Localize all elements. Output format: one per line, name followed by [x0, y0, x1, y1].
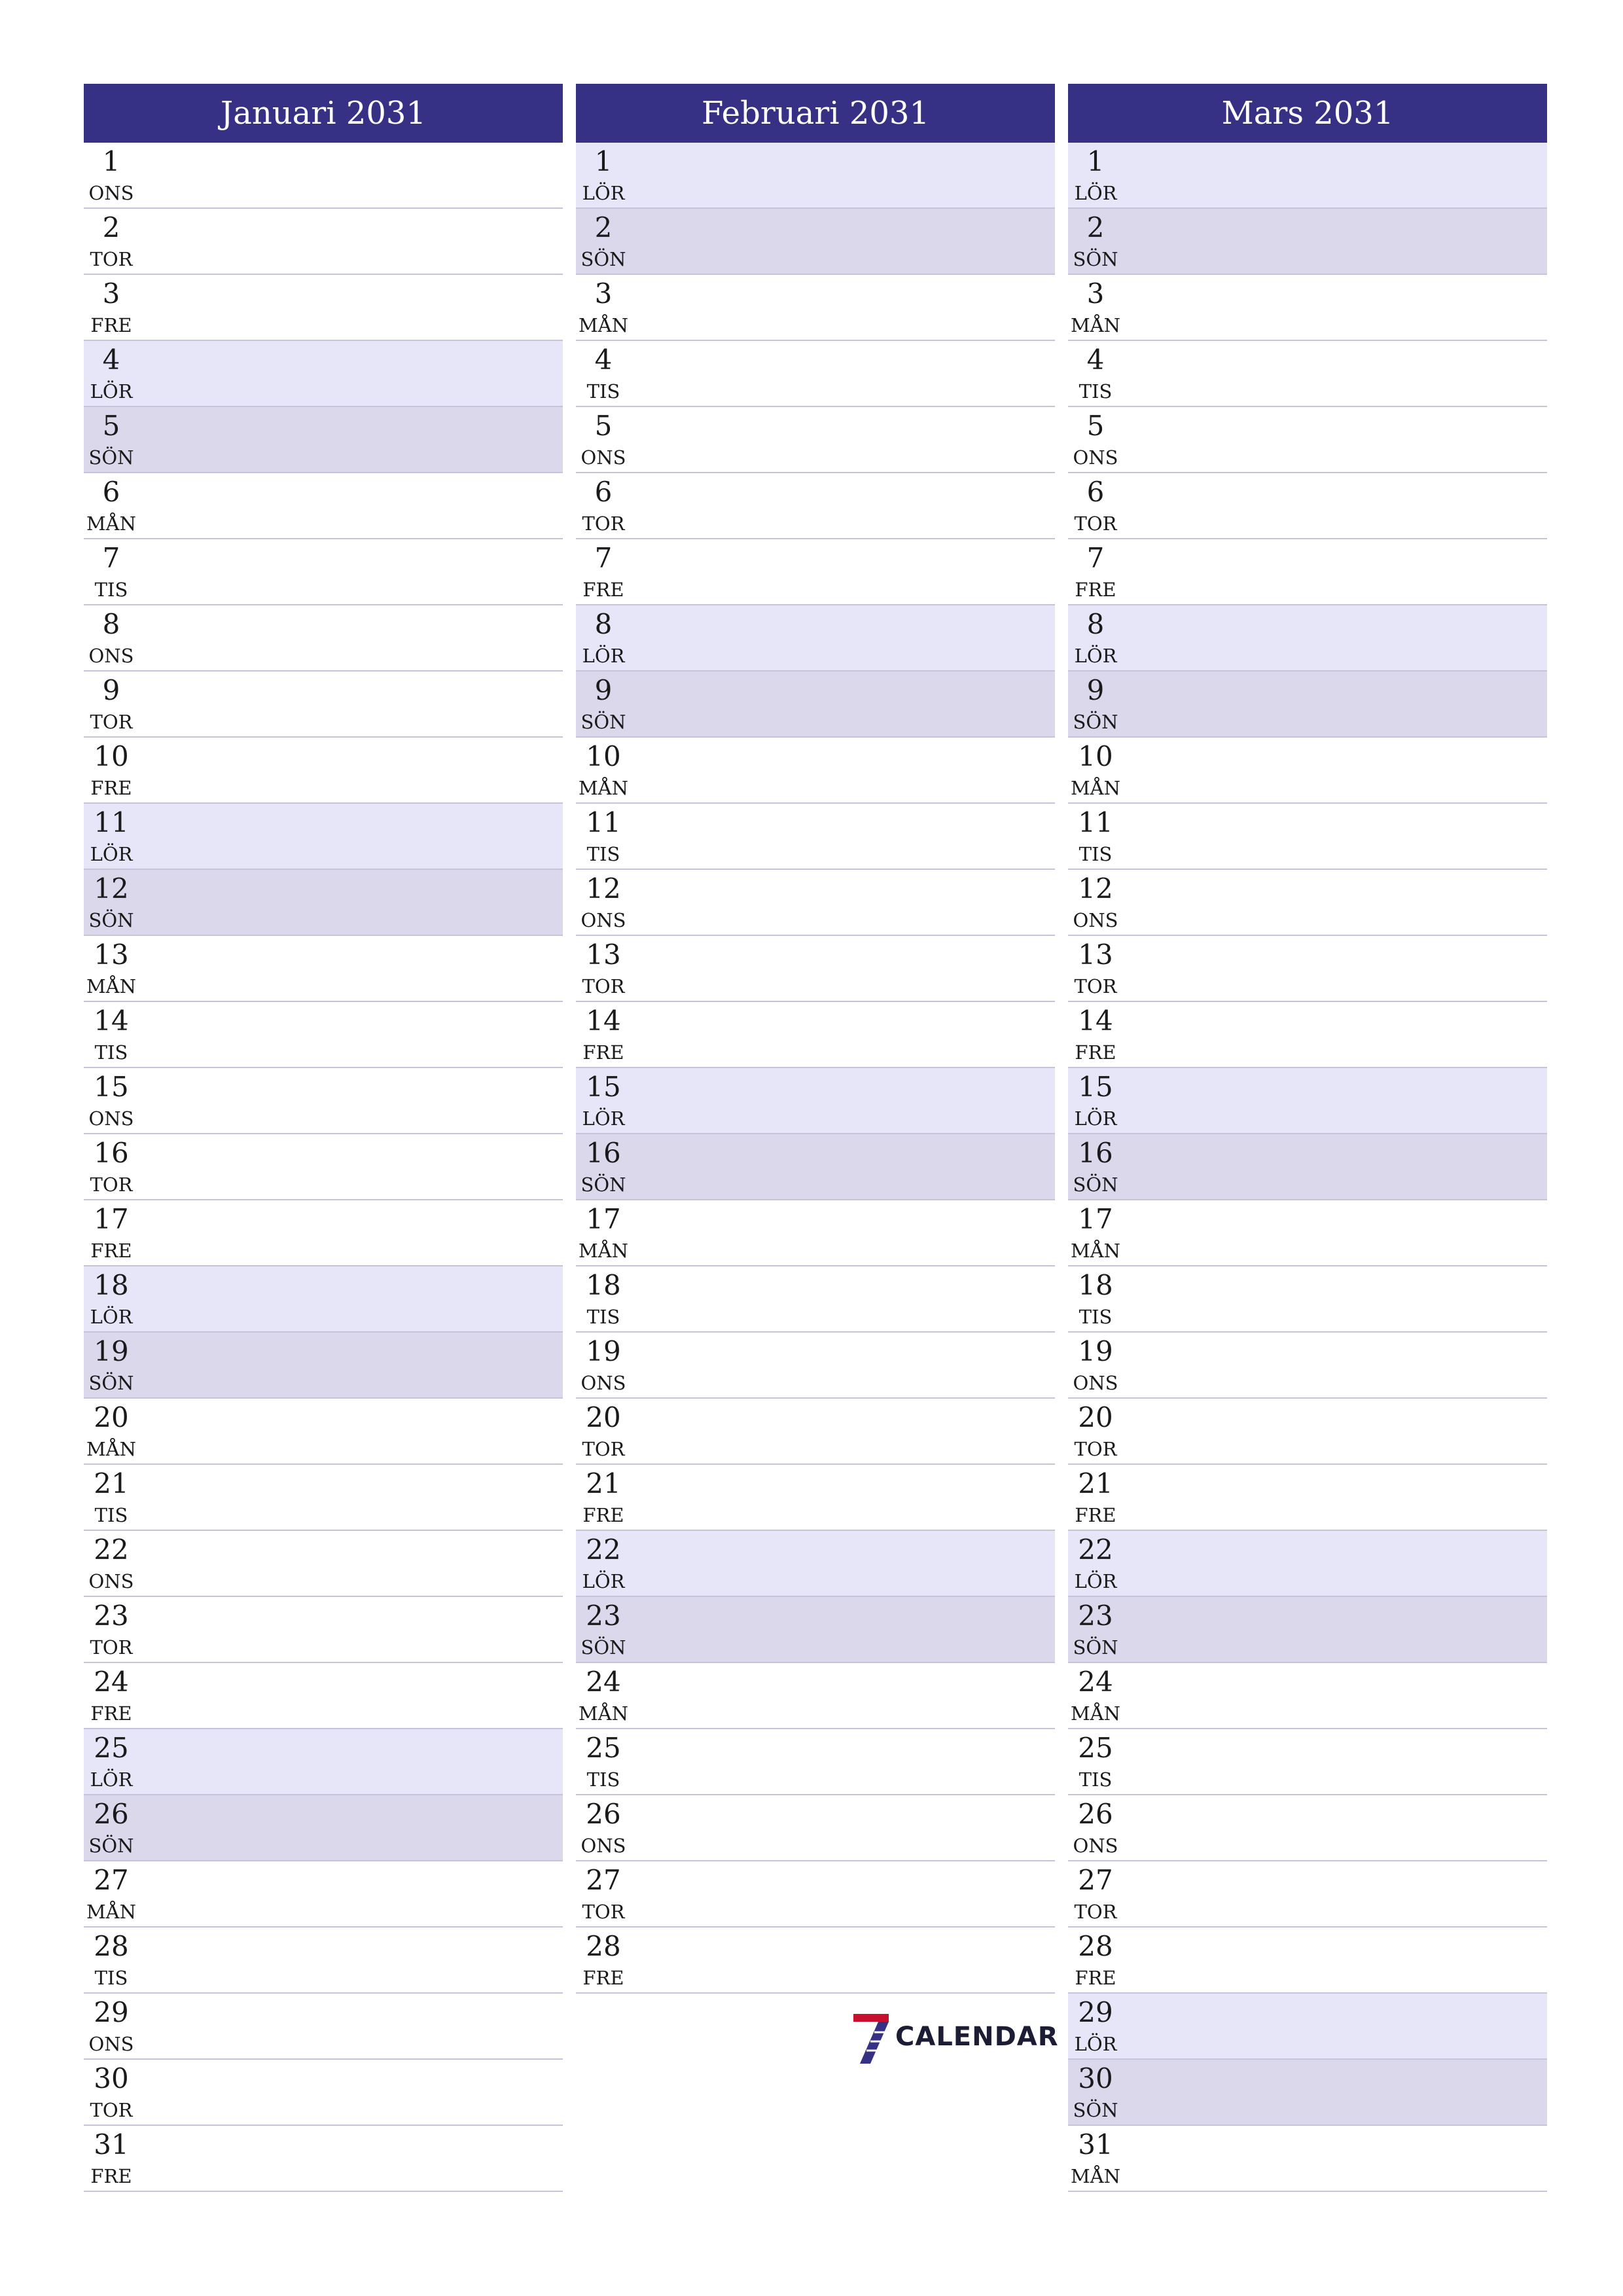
- weekday-name: SÖN: [1073, 711, 1118, 733]
- day-row: [1068, 143, 1547, 209]
- day-row: [576, 1663, 1055, 1729]
- day-number: 10: [1078, 740, 1113, 772]
- day-row: [84, 1333, 563, 1399]
- weekday-name: TOR: [90, 2099, 133, 2121]
- weekday-name: TIS: [586, 1306, 620, 1328]
- weekday-name: ONS: [88, 182, 134, 204]
- day-row: [84, 1399, 563, 1465]
- day-row: [576, 804, 1055, 870]
- day-number: 17: [94, 1203, 129, 1235]
- day-number: 10: [586, 740, 621, 772]
- day-number: 23: [1078, 1600, 1113, 1632]
- day-number: 7: [102, 542, 120, 574]
- day-row: [84, 1597, 563, 1663]
- weekday-name: FRE: [1075, 1041, 1116, 1064]
- day-row: [84, 473, 563, 539]
- seven-logo-icon: [851, 2013, 891, 2065]
- weekday-name: TOR: [1074, 1901, 1117, 1923]
- day-number: 12: [94, 872, 129, 905]
- day-number: 12: [586, 872, 621, 905]
- weekday-name: FRE: [582, 1041, 624, 1064]
- day-number: 26: [94, 1798, 129, 1830]
- weekday-name: TIS: [1079, 843, 1113, 865]
- day-number: 2: [594, 211, 613, 243]
- weekday-name: TIS: [94, 1967, 128, 1989]
- day-number: 26: [1078, 1798, 1113, 1830]
- weekday-name: ONS: [1073, 909, 1118, 931]
- weekday-name: TOR: [90, 1636, 133, 1659]
- day-row: [84, 1002, 563, 1068]
- day-number: 4: [594, 344, 613, 376]
- weekday-name: SÖN: [88, 446, 134, 469]
- day-row: [576, 1465, 1055, 1531]
- month-column-february: [576, 84, 1055, 1994]
- day-number: 16: [586, 1137, 621, 1169]
- weekday-name: FRE: [1075, 1967, 1116, 1989]
- day-row: [84, 2060, 563, 2126]
- day-number: 17: [1078, 1203, 1113, 1235]
- day-number: 16: [94, 1137, 129, 1169]
- day-row: [1068, 1861, 1547, 1928]
- weekday-name: LÖR: [1074, 645, 1117, 667]
- weekday-name: TIS: [94, 579, 128, 601]
- day-number: 27: [1078, 1864, 1113, 1896]
- day-number: 13: [1078, 939, 1113, 971]
- weekday-name: TOR: [1074, 512, 1117, 535]
- day-number: 7: [1086, 542, 1105, 574]
- weekday-name: MÅN: [1070, 1702, 1120, 1725]
- weekday-name: MÅN: [578, 314, 628, 336]
- day-number: 5: [1086, 410, 1105, 442]
- day-list: [576, 143, 1055, 1994]
- day-row: [84, 1134, 563, 1200]
- weekday-name: LÖR: [90, 843, 133, 865]
- month-header: Mars 2031: [1068, 84, 1547, 143]
- day-row: [84, 1729, 563, 1795]
- day-row: [1068, 1597, 1547, 1663]
- weekday-name: MÅN: [578, 777, 628, 799]
- weekday-name: MÅN: [86, 975, 136, 997]
- weekday-name: TIS: [94, 1041, 128, 1064]
- day-row: [1068, 672, 1547, 738]
- day-number: 3: [594, 278, 613, 310]
- weekday-name: TOR: [582, 1438, 625, 1460]
- weekday-name: LÖR: [90, 380, 133, 403]
- weekday-name: SÖN: [88, 1835, 134, 1857]
- weekday-name: FRE: [90, 777, 132, 799]
- weekday-name: LÖR: [1074, 2033, 1117, 2055]
- day-row: [84, 341, 563, 407]
- day-row: [84, 1861, 563, 1928]
- day-row: [1068, 738, 1547, 804]
- day-row: [84, 2126, 563, 2192]
- day-row: [84, 672, 563, 738]
- day-number: 25: [1078, 1732, 1113, 1764]
- day-row: [1068, 1795, 1547, 1861]
- weekday-name: MÅN: [86, 512, 136, 535]
- day-number: 8: [102, 608, 120, 640]
- day-number: 1: [594, 145, 613, 177]
- day-row: [576, 539, 1055, 605]
- weekday-name: FRE: [582, 1504, 624, 1526]
- day-row: [1068, 1333, 1547, 1399]
- day-row: [576, 605, 1055, 672]
- day-number: 15: [1078, 1071, 1113, 1103]
- weekday-name: TIS: [586, 380, 620, 403]
- day-number: 14: [1078, 1005, 1113, 1037]
- day-row: [84, 407, 563, 473]
- day-number: 29: [1078, 1996, 1113, 2028]
- weekday-name: MÅN: [578, 1240, 628, 1262]
- day-number: 9: [594, 674, 613, 706]
- day-list: [84, 143, 563, 2192]
- day-number: 4: [1086, 344, 1105, 376]
- day-row: [1068, 209, 1547, 275]
- day-row: [576, 936, 1055, 1002]
- day-number: 8: [594, 608, 613, 640]
- day-row: [1068, 1399, 1547, 1465]
- day-number: 21: [1078, 1467, 1113, 1499]
- day-row: [1068, 1994, 1547, 2060]
- weekday-name: TOR: [90, 1174, 133, 1196]
- day-number: 19: [586, 1335, 621, 1367]
- day-row: [576, 1333, 1055, 1399]
- day-number: 28: [94, 1930, 129, 1962]
- day-number: 25: [586, 1732, 621, 1764]
- day-number: 26: [586, 1798, 621, 1830]
- day-row: [1068, 936, 1547, 1002]
- weekday-name: ONS: [88, 2033, 134, 2055]
- day-number: 25: [94, 1732, 129, 1764]
- day-number: 14: [94, 1005, 129, 1037]
- day-number: 19: [1078, 1335, 1113, 1367]
- day-row: [1068, 2060, 1547, 2126]
- day-number: 15: [94, 1071, 129, 1103]
- day-row: [1068, 1002, 1547, 1068]
- day-number: 23: [586, 1600, 621, 1632]
- day-row: [576, 1729, 1055, 1795]
- day-row: [1068, 1134, 1547, 1200]
- weekday-name: FRE: [1075, 579, 1116, 601]
- day-row: [576, 341, 1055, 407]
- weekday-name: ONS: [580, 1835, 626, 1857]
- logo-text: CALENDAR: [895, 2022, 1059, 2052]
- day-number: 22: [1078, 1534, 1113, 1566]
- day-number: 3: [102, 278, 120, 310]
- day-row: [1068, 1200, 1547, 1266]
- day-row: [84, 209, 563, 275]
- day-number: 10: [94, 740, 129, 772]
- weekday-name: FRE: [90, 1702, 132, 1725]
- weekday-name: SÖN: [580, 711, 626, 733]
- weekday-name: LÖR: [582, 645, 625, 667]
- month-header: Januari 2031: [84, 84, 563, 143]
- day-number: 16: [1078, 1137, 1113, 1169]
- day-row: [1068, 605, 1547, 672]
- weekday-name: LÖR: [582, 1107, 625, 1130]
- day-number: 9: [102, 674, 120, 706]
- day-number: 4: [102, 344, 120, 376]
- day-number: 18: [94, 1269, 129, 1301]
- weekday-name: ONS: [580, 909, 626, 931]
- day-list: [1068, 143, 1547, 2192]
- day-number: 27: [586, 1864, 621, 1896]
- day-row: [1068, 341, 1547, 407]
- day-row: [84, 1200, 563, 1266]
- weekday-name: TOR: [90, 711, 133, 733]
- day-number: 24: [94, 1666, 129, 1698]
- weekday-name: ONS: [580, 446, 626, 469]
- weekday-name: SÖN: [1073, 248, 1118, 270]
- weekday-name: MÅN: [1070, 1240, 1120, 1262]
- weekday-name: TOR: [1074, 1438, 1117, 1460]
- day-number: 2: [102, 211, 120, 243]
- day-number: 6: [1086, 476, 1105, 508]
- weekday-name: ONS: [88, 1570, 134, 1592]
- day-number: 27: [94, 1864, 129, 1896]
- weekday-name: TOR: [1074, 975, 1117, 997]
- weekday-name: LÖR: [1074, 1107, 1117, 1130]
- day-row: [576, 738, 1055, 804]
- weekday-name: TIS: [94, 1504, 128, 1526]
- day-row: [84, 605, 563, 672]
- weekday-name: TIS: [586, 1768, 620, 1791]
- day-number: 1: [1086, 145, 1105, 177]
- weekday-name: MÅN: [1070, 314, 1120, 336]
- day-row: [576, 1531, 1055, 1597]
- day-row: [1068, 1729, 1547, 1795]
- day-number: 31: [94, 2128, 129, 2161]
- day-row: [576, 672, 1055, 738]
- day-row: [1068, 407, 1547, 473]
- day-row: [576, 1068, 1055, 1134]
- day-row: [576, 1002, 1055, 1068]
- day-number: 19: [94, 1335, 129, 1367]
- day-row: [576, 143, 1055, 209]
- weekday-name: MÅN: [1070, 2165, 1120, 2187]
- weekday-name: SÖN: [1073, 2099, 1118, 2121]
- day-number: 22: [94, 1534, 129, 1566]
- day-row: [576, 209, 1055, 275]
- weekday-name: SÖN: [88, 1372, 134, 1394]
- day-row: [1068, 1068, 1547, 1134]
- day-row: [1068, 1663, 1547, 1729]
- day-row: [84, 275, 563, 341]
- day-row: [84, 1928, 563, 1994]
- weekday-name: ONS: [88, 645, 134, 667]
- day-number: 2: [1086, 211, 1105, 243]
- weekday-name: LÖR: [90, 1306, 133, 1328]
- day-row: [1068, 1928, 1547, 1994]
- weekday-name: MÅN: [578, 1702, 628, 1725]
- day-row: [84, 143, 563, 209]
- weekday-name: LÖR: [1074, 182, 1117, 204]
- day-number: 17: [586, 1203, 621, 1235]
- day-number: 18: [1078, 1269, 1113, 1301]
- day-number: 21: [586, 1467, 621, 1499]
- day-number: 11: [94, 806, 129, 838]
- month-column-january: [84, 84, 563, 2192]
- day-number: 22: [586, 1534, 621, 1566]
- weekday-name: FRE: [582, 579, 624, 601]
- day-row: [84, 804, 563, 870]
- day-row: [1068, 1266, 1547, 1333]
- month-header: Februari 2031: [576, 84, 1055, 143]
- weekday-name: TOR: [582, 975, 625, 997]
- day-number: 7: [594, 542, 613, 574]
- weekday-name: TOR: [582, 512, 625, 535]
- weekday-name: TIS: [1079, 380, 1113, 403]
- day-number: 24: [586, 1666, 621, 1698]
- weekday-name: TIS: [1079, 1306, 1113, 1328]
- day-row: [84, 1266, 563, 1333]
- weekday-name: MÅN: [86, 1901, 136, 1923]
- weekday-name: TIS: [1079, 1768, 1113, 1791]
- weekday-name: SÖN: [1073, 1636, 1118, 1659]
- day-row: [84, 539, 563, 605]
- weekday-name: SÖN: [580, 1174, 626, 1196]
- weekday-name: SÖN: [88, 909, 134, 931]
- weekday-name: ONS: [88, 1107, 134, 1130]
- day-row: [1068, 2126, 1547, 2192]
- day-number: 14: [586, 1005, 621, 1037]
- day-number: 20: [1078, 1401, 1113, 1433]
- day-row: [576, 407, 1055, 473]
- weekday-name: SÖN: [1073, 1174, 1118, 1196]
- weekday-name: FRE: [90, 314, 132, 336]
- day-row: [576, 1200, 1055, 1266]
- day-row: [576, 870, 1055, 936]
- day-row: [84, 1663, 563, 1729]
- day-row: [576, 1399, 1055, 1465]
- day-row: [84, 1531, 563, 1597]
- day-number: 15: [586, 1071, 621, 1103]
- day-row: [84, 1795, 563, 1861]
- day-number: 18: [586, 1269, 621, 1301]
- day-number: 11: [1078, 806, 1113, 838]
- weekday-name: TOR: [90, 248, 133, 270]
- day-number: 11: [586, 806, 621, 838]
- month-column-march: [1068, 84, 1547, 2192]
- weekday-name: FRE: [582, 1967, 624, 1989]
- day-number: 13: [94, 939, 129, 971]
- weekday-name: ONS: [1073, 1835, 1118, 1857]
- day-number: 30: [94, 2062, 129, 2094]
- day-number: 5: [102, 410, 120, 442]
- day-row: [84, 870, 563, 936]
- day-number: 20: [586, 1401, 621, 1433]
- weekday-name: TOR: [582, 1901, 625, 1923]
- day-row: [576, 1861, 1055, 1928]
- day-row: [576, 473, 1055, 539]
- weekday-name: LÖR: [582, 1570, 625, 1592]
- day-number: 23: [94, 1600, 129, 1632]
- day-number: 6: [102, 476, 120, 508]
- weekday-name: FRE: [90, 2165, 132, 2187]
- day-number: 3: [1086, 278, 1105, 310]
- day-row: [84, 1068, 563, 1134]
- day-row: [1068, 539, 1547, 605]
- day-number: 9: [1086, 674, 1105, 706]
- day-number: 12: [1078, 872, 1113, 905]
- day-number: 1: [102, 145, 120, 177]
- day-row: [1068, 1465, 1547, 1531]
- day-number: 30: [1078, 2062, 1113, 2094]
- weekday-name: SÖN: [580, 248, 626, 270]
- day-row: [1068, 870, 1547, 936]
- day-number: 29: [94, 1996, 129, 2028]
- day-row: [84, 936, 563, 1002]
- day-number: 28: [586, 1930, 621, 1962]
- day-row: [576, 1597, 1055, 1663]
- weekday-name: SÖN: [580, 1636, 626, 1659]
- day-row: [576, 1795, 1055, 1861]
- weekday-name: ONS: [580, 1372, 626, 1394]
- day-number: 21: [94, 1467, 129, 1499]
- day-row: [576, 1928, 1055, 1994]
- day-row: [576, 275, 1055, 341]
- weekday-name: LÖR: [1074, 1570, 1117, 1592]
- weekday-name: ONS: [1073, 446, 1118, 469]
- day-number: 28: [1078, 1930, 1113, 1962]
- weekday-name: LÖR: [90, 1768, 133, 1791]
- day-row: [1068, 804, 1547, 870]
- weekday-name: MÅN: [86, 1438, 136, 1460]
- day-number: 24: [1078, 1666, 1113, 1698]
- day-number: 8: [1086, 608, 1105, 640]
- day-row: [1068, 275, 1547, 341]
- day-number: 13: [586, 939, 621, 971]
- day-row: [84, 738, 563, 804]
- day-number: 20: [94, 1401, 129, 1433]
- weekday-name: ONS: [1073, 1372, 1118, 1394]
- weekday-name: TIS: [586, 843, 620, 865]
- weekday-name: FRE: [1075, 1504, 1116, 1526]
- day-number: 6: [594, 476, 613, 508]
- weekday-name: MÅN: [1070, 777, 1120, 799]
- day-row: [576, 1266, 1055, 1333]
- day-row: [84, 1994, 563, 2060]
- weekday-name: LÖR: [582, 182, 625, 204]
- day-number: 5: [594, 410, 613, 442]
- brand-logo: [851, 2013, 1059, 2065]
- day-row: [84, 1465, 563, 1531]
- day-row: [1068, 1531, 1547, 1597]
- day-row: [1068, 473, 1547, 539]
- day-number: 31: [1078, 2128, 1113, 2161]
- day-row: [576, 1134, 1055, 1200]
- weekday-name: FRE: [90, 1240, 132, 1262]
